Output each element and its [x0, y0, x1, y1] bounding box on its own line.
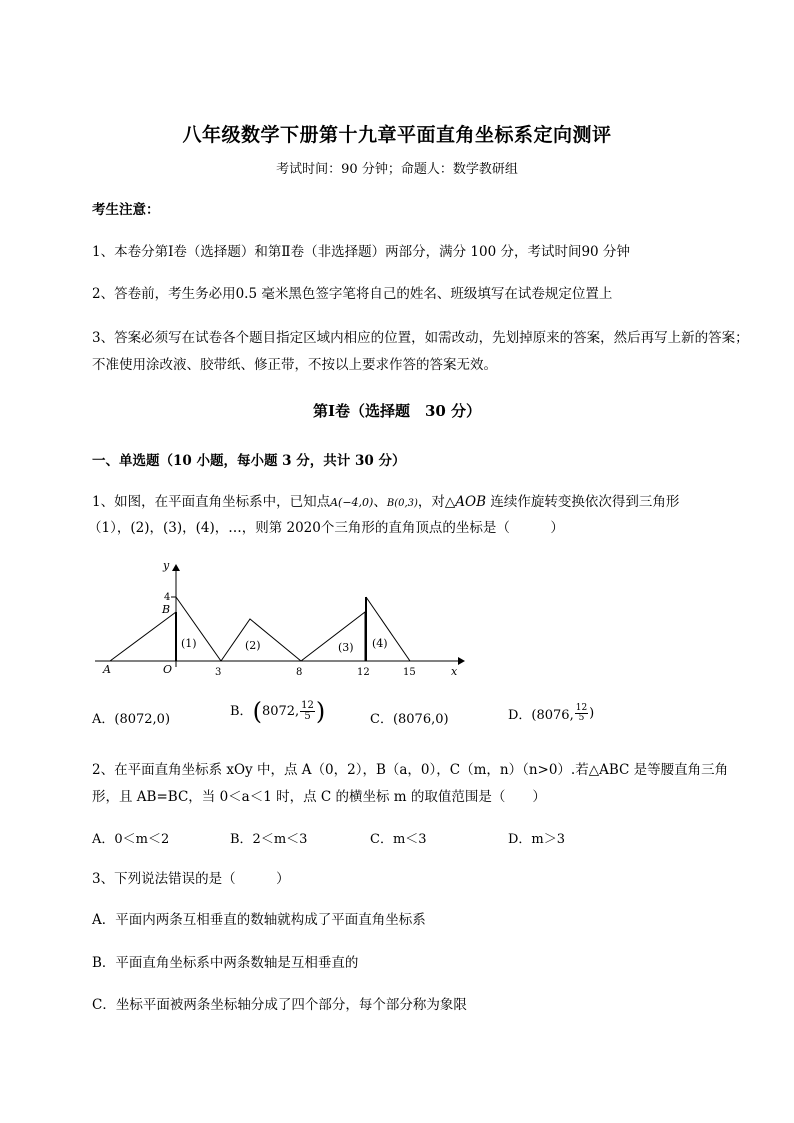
q1-point-b: B(0,3): [386, 498, 418, 509]
q1-option-d-num: 12: [575, 703, 588, 713]
q2-option-c[interactable]: C．m＜3: [370, 832, 427, 847]
triangle-1-hypotenuse: [176, 597, 221, 661]
tick-label-8: 8: [296, 667, 303, 678]
q3-option-a[interactable]: A．平面内两条互相垂直的数轴就构成了平面直角坐标系: [92, 912, 426, 928]
q2-option-d[interactable]: D．m＞3: [508, 832, 566, 847]
notice-item-2: 2、答卷前，考生务必用0.5 毫米黑色签字笔将自己的姓名、班级填写在试卷规定位置上: [92, 286, 613, 302]
q1-option-a[interactable]: A．(8072,0): [92, 712, 171, 727]
q2-option-a[interactable]: A．0＜m＜2: [92, 832, 170, 847]
x-axis-arrow: [458, 657, 465, 665]
point-a-label: A: [103, 663, 111, 676]
q1-text-a: 1、如图，在平面直角坐标系中，已知点: [92, 494, 331, 510]
x-axis-label: x: [451, 665, 458, 678]
q1-option-d-prefix: D．(8076,: [508, 708, 574, 723]
q1-triangle: AOB: [455, 494, 487, 510]
q1-option-b-close-paren: ): [315, 697, 326, 726]
tick-label-12: 12: [357, 667, 370, 678]
q1-option-d-den: 5: [578, 713, 585, 723]
q1-text-c: 连续作旋转变换依次得到三角形: [486, 494, 680, 510]
q1-option-d[interactable]: [508, 704, 594, 723]
tick-label-4: 4: [164, 592, 171, 603]
q3-option-c[interactable]: C．坐标平面被两条坐标轴分成了四个部分，每个部分称为象限: [92, 997, 467, 1013]
q2-option-b[interactable]: B．2＜m＜3: [230, 832, 308, 847]
y-axis-label: y: [163, 559, 170, 572]
q1-stem-line2: （1），(2)，(3)，(4)，…，则第 2020个三角形的直角顶点的坐标是（ ）: [88, 520, 564, 536]
q1-option-b-open-paren: (: [252, 697, 262, 726]
segment-ab: [110, 612, 176, 661]
point-b-label: B: [162, 603, 171, 616]
q1-option-b[interactable]: [230, 697, 326, 726]
notice-item-3: 3、答案必须写在试卷各个题目指定区域内相应的位置，如需改动，先划掉原来的答案，然后再写上新的答案；不准使用涂改液、胶带纸、修正带，不按以上要求作答的答案无效。: [92, 330, 749, 373]
q1-option-b-num: 12: [301, 700, 314, 711]
tick-label-3: 3: [215, 667, 222, 678]
notice-item-1: 1、本卷分第Ⅰ卷（选择题）和第Ⅱ卷（非选择题）两部分，满分 100 分，考试时间90 分钟: [92, 244, 630, 260]
q1-option-d-suffix: ): [589, 706, 595, 721]
exam-info: 考试时间：90 分钟；命题人：数学教研组: [276, 162, 518, 177]
q1-point-a: A(−4,0): [330, 496, 374, 509]
region-label-2: (2): [245, 639, 261, 652]
q1-text-b: ，对△: [417, 494, 456, 510]
q1-option-b-prefix: B．: [230, 704, 253, 719]
q2-stem-line1: 2、在平面直角坐标系 xOy 中，点 A（0，2），B（a，0），C（m，n）（n>0）.若△ABC 是等腰直角三角: [92, 762, 729, 778]
region-label-3: (3): [338, 641, 354, 654]
notice-heading: 考生注意：: [92, 202, 160, 218]
triangle-4-hypotenuse: [366, 597, 410, 661]
part-heading: 一、单选题（10 小题，每小题 3 分，共计 30 分）: [92, 453, 406, 469]
region-label-1: (1): [181, 637, 197, 650]
q3-stem: 3、下列说法错误的是（ ）: [92, 871, 290, 887]
page-title: 八年级数学下册第十九章平面直角坐标系定向测评: [182, 124, 612, 146]
triangle-2: [221, 619, 301, 661]
q3-option-b[interactable]: B．平面直角坐标系中两条数轴是互相垂直的: [92, 955, 359, 971]
q1-separator: 、: [373, 494, 387, 510]
q2-stem-line2: 形，且 AB=BC，当 0＜a＜1 时，点 C 的横坐标 m 的取值范围是（ ）: [92, 789, 546, 805]
q1-option-b-whole: 8072,: [261, 704, 300, 719]
q1-option-b-fraction: [300, 701, 315, 722]
origin-label: O: [163, 663, 173, 676]
triangle-3: [301, 612, 365, 661]
section-title: 第Ⅰ卷（选择题 30 分）: [312, 402, 482, 420]
region-label-4: (4): [372, 637, 388, 650]
q1-option-c[interactable]: C．(8076,0): [370, 712, 449, 727]
q1-stem-line1: [92, 492, 679, 514]
q1-option-d-fraction: [575, 704, 588, 723]
q1-option-b-den: 5: [304, 711, 311, 722]
tick-label-15: 15: [403, 667, 416, 678]
q1-figure: [90, 555, 470, 685]
y-axis-arrow: [172, 564, 180, 571]
